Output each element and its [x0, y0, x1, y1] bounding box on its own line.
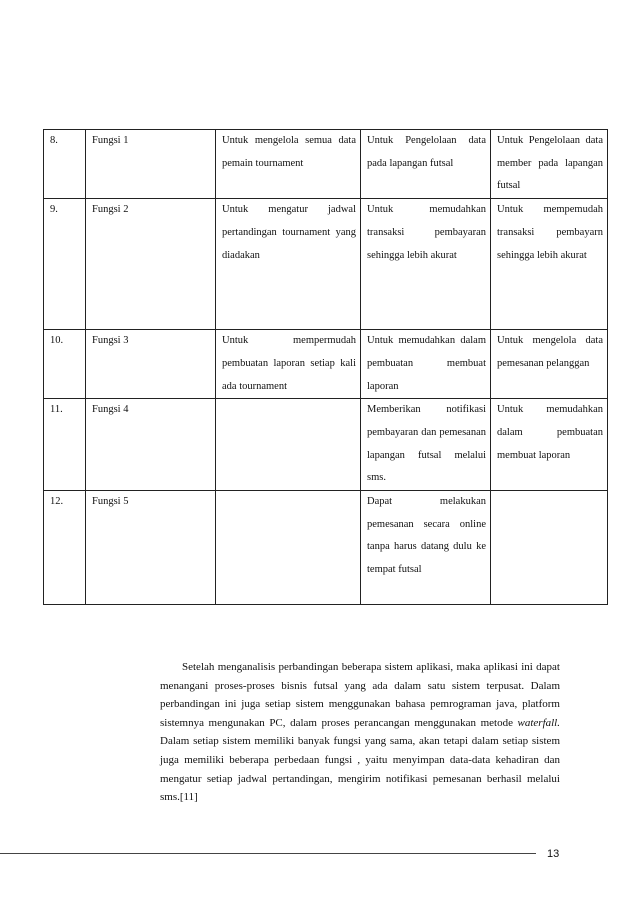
- function-name: Fungsi 1: [86, 130, 216, 199]
- system-3-description: [491, 491, 608, 605]
- system-1-description: Untuk mengatur jadwal pertandingan tournament yang diadakan: [216, 199, 361, 330]
- system-2-description: Untuk Pengelolaan data pada lapangan futsal: [361, 130, 491, 199]
- function-name: Fungsi 5: [86, 491, 216, 605]
- system-2-description: Memberikan notifikasi pembayaran dan pemesanan lapangan futsal melalui sms.: [361, 399, 491, 491]
- footer-divider: [0, 853, 536, 854]
- system-3-description: Untuk Pengelolaan data member pada lapangan futsal: [491, 130, 608, 199]
- system-3-description: Untuk mengelola data pemesanan pelanggan: [491, 330, 608, 399]
- system-3-description: Untuk mempemudah transaksi pembayarn sehingga lebih akurat: [491, 199, 608, 330]
- table-row: [44, 399, 608, 491]
- system-1-description: [216, 491, 361, 605]
- summary-paragraph: [160, 658, 560, 807]
- system-1-description: Untuk mempermudah pembuatan laporan setiap kali ada tournament: [216, 330, 361, 399]
- system-2-description: Untuk memudahkan transaksi pembayaran sehingga lebih akurat: [361, 199, 491, 330]
- paragraph-part-1: Setelah menganalisis perbandingan beberapa sistem aplikasi, maka aplikasi ini dapat menangani proses-proses bisnis futsal yang ada dalam satu sistem terpusat. Dalam perbandingan ini juga setiap sistem menggunakan bahasa pemrograman java, platform sistemnya mengunakan PC, dalam proses perancangan menggunakan metode: [160, 661, 560, 729]
- row-number: 12.: [44, 491, 86, 605]
- system-2-description: Dapat melakukan pemesanan secara online tanpa harus datang dulu ke tempat futsal: [361, 491, 491, 605]
- system-2-description: Untuk memudahkan dalam pembuatan membuat laporan: [361, 330, 491, 399]
- table-row: [44, 199, 608, 330]
- paragraph-text: [160, 658, 560, 807]
- system-3-description: Untuk memudahkan dalam pembuatan membuat laporan: [491, 399, 608, 491]
- function-name: Fungsi 2: [86, 199, 216, 330]
- system-1-description: [216, 399, 361, 491]
- system-1-description: Untuk mengelola semua data pemain tournament: [216, 130, 361, 199]
- row-number: 10.: [44, 330, 86, 399]
- page-number: 13: [547, 848, 560, 860]
- comparison-table: [43, 129, 608, 605]
- table-row: [44, 130, 608, 199]
- paragraph-emphasis: waterfall.: [517, 716, 560, 729]
- table-row: [44, 330, 608, 399]
- row-number: 8.: [44, 130, 86, 199]
- function-name: Fungsi 4: [86, 399, 216, 491]
- table-row: [44, 491, 608, 605]
- row-number: 11.: [44, 399, 86, 491]
- function-name: Fungsi 3: [86, 330, 216, 399]
- row-number: 9.: [44, 199, 86, 330]
- paragraph-part-2: Dalam setiap sistem memiliki banyak fungsi yang sama, akan tetapi dalam setiap sistem juga memiliki beberapa perbedaan fungsi , yaitu menyimpan data-data kehadiran dan mengatur setiap jadwal pertandingan, mengirim notifikasi pemesanan berhasil melalui sms.[11]: [160, 735, 560, 804]
